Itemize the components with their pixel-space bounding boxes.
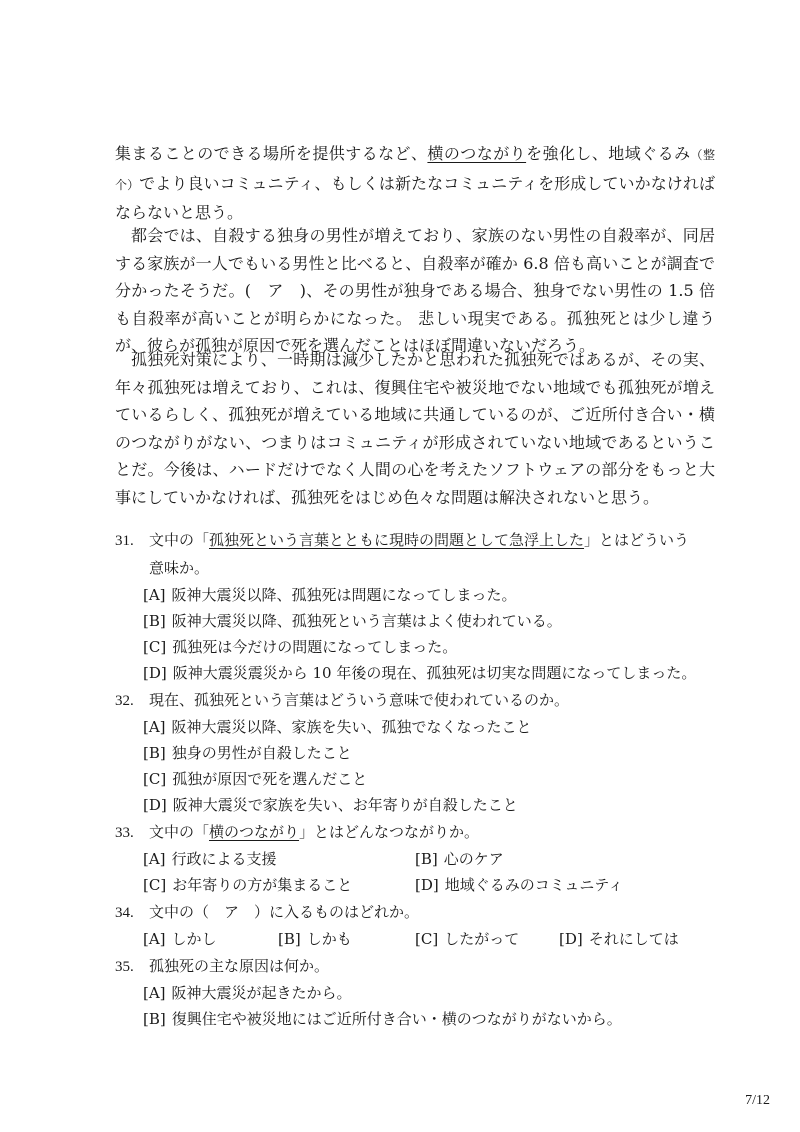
option-label: [D] bbox=[143, 664, 167, 682]
option-c bbox=[415, 926, 519, 952]
option-text: したがって bbox=[444, 930, 520, 948]
question-stem bbox=[115, 818, 715, 846]
option-c bbox=[115, 766, 715, 792]
stem-text: 文中の「 bbox=[149, 823, 210, 841]
page-number: 7/12 bbox=[745, 1093, 770, 1108]
stem-text: 」とはどういう bbox=[584, 531, 690, 549]
option-row bbox=[115, 872, 715, 898]
stem-underlined: 横のつながり bbox=[209, 823, 300, 841]
question-number: 35. bbox=[115, 959, 134, 975]
stem-text: 文中の（ ア ）に入るものはどれか。 bbox=[149, 903, 420, 921]
question-number: 34. bbox=[115, 905, 134, 921]
option-label: [D] bbox=[559, 930, 583, 948]
option-text: 阪神大震災が起きたから。 bbox=[171, 984, 352, 1002]
option-label: [A] bbox=[143, 984, 166, 1002]
option-label: [B] bbox=[278, 930, 301, 948]
option-text: 阪神大震災以降、孤独死という言葉はよく使われている。 bbox=[171, 612, 562, 630]
option-text: 阪神大震災震災から 10 年後の現在、孤独死は切実な問題になってしまった。 bbox=[172, 664, 697, 682]
question-list bbox=[115, 526, 715, 1032]
question-stem bbox=[115, 952, 715, 980]
option-a bbox=[143, 926, 217, 952]
option-text: 阪神大震災以降、孤独死は問題になってしまった。 bbox=[171, 586, 517, 604]
option-c bbox=[115, 634, 715, 660]
question-33 bbox=[115, 818, 715, 898]
option-label: [A] bbox=[143, 586, 166, 604]
option-a bbox=[115, 714, 715, 740]
option-label: [B] bbox=[143, 1010, 166, 1028]
option-b bbox=[278, 926, 352, 952]
option-label: [C] bbox=[143, 638, 167, 656]
option-a bbox=[115, 980, 715, 1006]
stem-text: 」とはどんなつながりか。 bbox=[299, 823, 480, 841]
option-d bbox=[415, 872, 623, 898]
option-d bbox=[559, 926, 679, 952]
question-stem-continued: 意味か。 bbox=[149, 559, 210, 577]
underlined-yoko-no-tsunagari: 横のつながり bbox=[427, 144, 527, 163]
option-label: [B] bbox=[143, 612, 166, 630]
option-text: お年寄りの方が集まること bbox=[172, 876, 353, 894]
option-label: [C] bbox=[143, 876, 167, 894]
option-label: [B] bbox=[415, 850, 438, 868]
passage-paragraph-2: 都会では、自殺する独身の男性が増えており、家族のない男性の自殺率が、同居する家族が一人でもいる男性と比べると、自殺率が確か 6.8 倍も高いことが調査で分かったそうだ。( ア )、その男性が独身である場合、独身でない男性の 1.5 倍も自殺率が高いことが明らかになった。 悲しい現実である。孤独死とは少し違うが、彼らが孤独が原因で死を選んだことはほぼ間違いないだろう。 bbox=[115, 226, 715, 356]
question-32 bbox=[115, 686, 715, 818]
question-number: 32. bbox=[115, 693, 134, 709]
option-label: [C] bbox=[415, 930, 439, 948]
option-d bbox=[115, 660, 715, 686]
p1-text-a: 集まることのできる場所を提供するなど、 bbox=[115, 144, 428, 163]
option-text: 復興住宅や被災地にはご近所付き合い・横のつながりがないから。 bbox=[171, 1010, 622, 1028]
option-text: 孤独死は今だけの問題になってしまった。 bbox=[172, 638, 458, 656]
option-c bbox=[143, 872, 352, 898]
p1-text-c: でより良いコミュニティ、もしくは新たなコミュニティを形成していかなければならないと思う。 bbox=[115, 173, 715, 223]
option-b bbox=[115, 1006, 715, 1032]
question-35 bbox=[115, 952, 715, 1032]
option-label: [A] bbox=[143, 718, 166, 736]
option-text: 阪神大震災で家族を失い、お年寄りが自殺したこと bbox=[172, 796, 518, 814]
option-label: [D] bbox=[143, 796, 167, 814]
option-a bbox=[115, 582, 715, 608]
option-label: [A] bbox=[143, 930, 166, 948]
p1-annotation: （整个） bbox=[115, 148, 715, 192]
option-text: しかも bbox=[306, 930, 352, 948]
option-text: 孤独が原因で死を選んだこと bbox=[172, 770, 368, 788]
option-text: 独身の男性が自殺したこと bbox=[171, 744, 352, 762]
question-31 bbox=[115, 526, 715, 686]
option-d bbox=[115, 792, 715, 818]
option-text: それにしては bbox=[588, 930, 679, 948]
passage-paragraph-3: 孤独死対策により、一時期は減少したかと思われた孤独死ではあるが、その実、年々孤独死は増えており、これは、復興住宅や被災地でない地域でも孤独死が増えているらしく、孤独死が増えている地域に共通しているのが、ご近所付き合い・横のつながりがない、つまりはコミュニティが形成されていない地域であるということだ。今後は、ハードだけでなく人間の心を考えたソフトウェアの部分をもっと大事にしていかなければ、孤独死をはじめ色々な問題は解決されないと思う。 bbox=[115, 350, 715, 507]
p1-text-b: を強化し、地域ぐるみ bbox=[526, 144, 691, 163]
option-row bbox=[115, 846, 715, 872]
option-row bbox=[115, 926, 715, 952]
stem-text: 文中の「 bbox=[149, 531, 210, 549]
option-label: [A] bbox=[143, 850, 166, 868]
option-b bbox=[415, 846, 504, 872]
option-text: 行政による支援 bbox=[171, 850, 277, 868]
option-text: 心のケア bbox=[443, 850, 504, 868]
question-stem bbox=[115, 898, 715, 926]
question-number: 33. bbox=[115, 825, 134, 841]
passage-paragraph-1 bbox=[115, 140, 715, 227]
stem-text: 現在、孤独死という言葉はどういう意味で使われているのか。 bbox=[149, 691, 570, 709]
option-text: しかし bbox=[171, 930, 217, 948]
option-text: 阪神大震災以降、家族を失い、孤独でなくなったこと bbox=[171, 718, 532, 736]
question-number: 31. bbox=[115, 533, 134, 549]
option-text: 地域ぐるみのコミュニティ bbox=[444, 876, 624, 894]
option-a bbox=[143, 846, 277, 872]
option-label: [D] bbox=[415, 876, 439, 894]
stem-underlined: 孤独死という言葉とともに現時の問題として急浮上した bbox=[209, 531, 585, 549]
question-stem bbox=[115, 526, 715, 554]
option-b bbox=[115, 608, 715, 634]
option-label: [B] bbox=[143, 744, 166, 762]
question-stem bbox=[115, 686, 715, 714]
question-34 bbox=[115, 898, 715, 952]
stem-text: 孤独死の主な原因は何か。 bbox=[149, 957, 330, 975]
option-label: [C] bbox=[143, 770, 167, 788]
option-b bbox=[115, 740, 715, 766]
